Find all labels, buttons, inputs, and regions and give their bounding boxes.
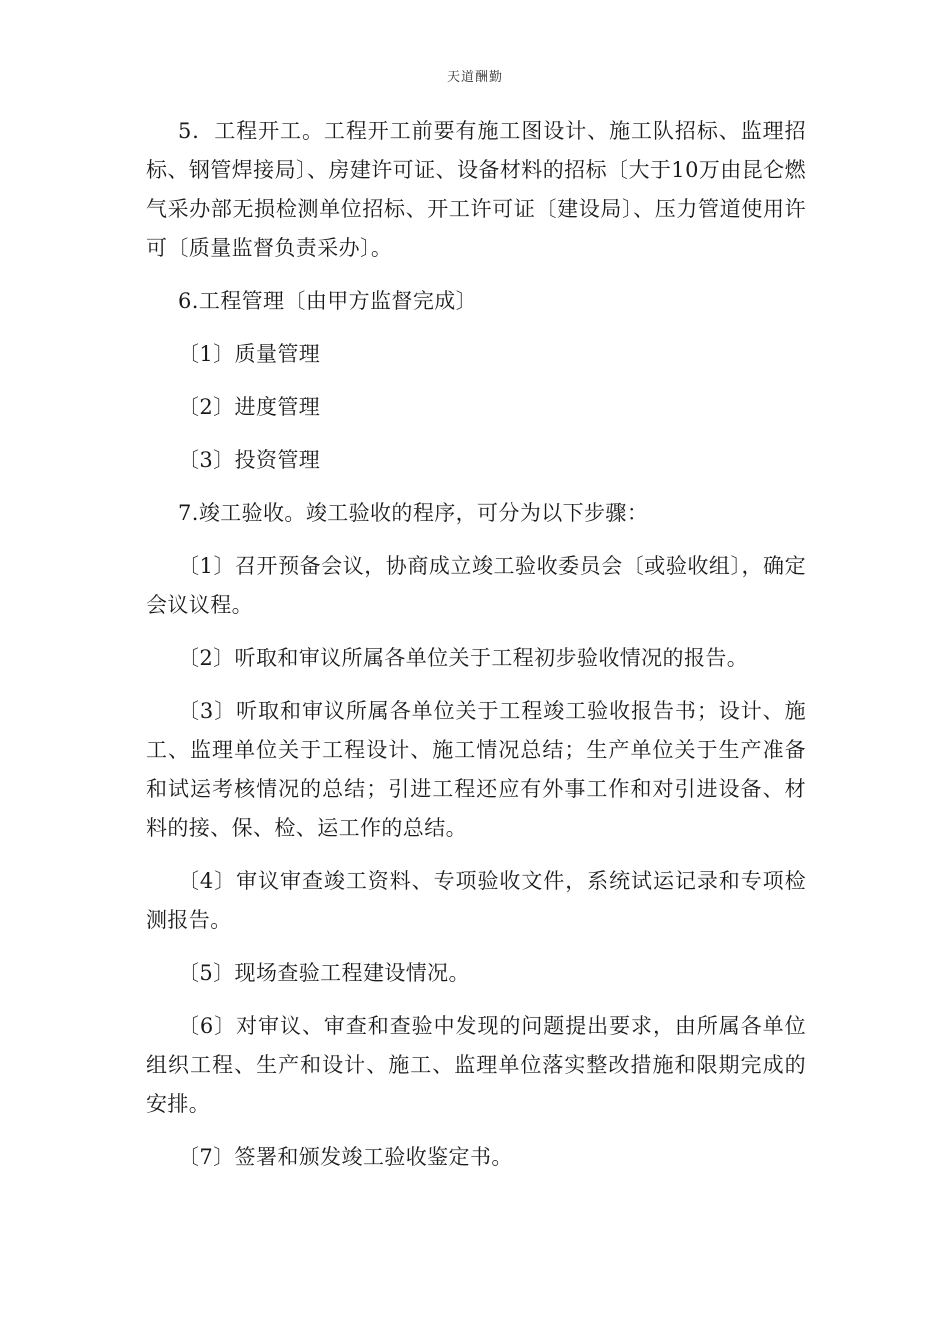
list-item-step-4: 〔4〕审议审查竣工资料、专项验收文件，系统试运记录和专项检测报告。: [146, 869, 806, 932]
list-item-step-1: 〔1〕召开预备会议，协商成立竣工验收委员会〔或验收组〕，确定会议议程。: [146, 554, 806, 617]
list-item-step-7: 〔7〕签署和颁发竣工验收鉴定书。: [178, 1145, 513, 1169]
list-item-step-5: 〔5〕现场查验工程建设情况。: [178, 961, 470, 985]
paragraph-project-management: 6.工程管理〔由甲方监督完成〕: [178, 289, 478, 313]
list-item-quality: 〔1〕质量管理: [178, 342, 321, 366]
list-item-step-3: 〔3〕听取和审议所属各单位关于工程竣工验收报告书；设计、施工、监理单位关于工程设计、施工情况总结；生产单位关于生产准备和试运考核情况的总结；引进工程还应有外事工作和对引进设备、材料的接、保、检、运工作的总结。: [146, 699, 806, 840]
paragraph-completion-acceptance: 7.竣工验收。竣工验收的程序，可分为以下步骤：: [178, 501, 649, 525]
paragraph-construction-start: 5．工程开工。工程开工前要有施工图设计、施工队招标、监理招标、钢管焊接局〕、房建许可证、设备材料的招标〔大于10万由昆仑燃气采办部无损检测单位招标、开工许可证〔建设局〕、压力管道使用许可〔质量监督负责采办〕。: [146, 119, 806, 260]
document-body: [146, 112, 806, 1191]
list-item-step-6: 〔6〕对审议、审查和查验中发现的问题提出要求，由所属各单位组织工程、生产和设计、施工、监理单位落实整改措施和限期完成的安排。: [146, 1014, 806, 1116]
list-item-step-2: 〔2〕听取和审议所属各单位关于工程初步验收情况的报告。: [178, 646, 749, 670]
list-item-investment: 〔3〕投资管理: [178, 448, 321, 472]
list-item-progress: 〔2〕进度管理: [178, 395, 321, 419]
page-header: 天道酬勤: [446, 70, 503, 85]
